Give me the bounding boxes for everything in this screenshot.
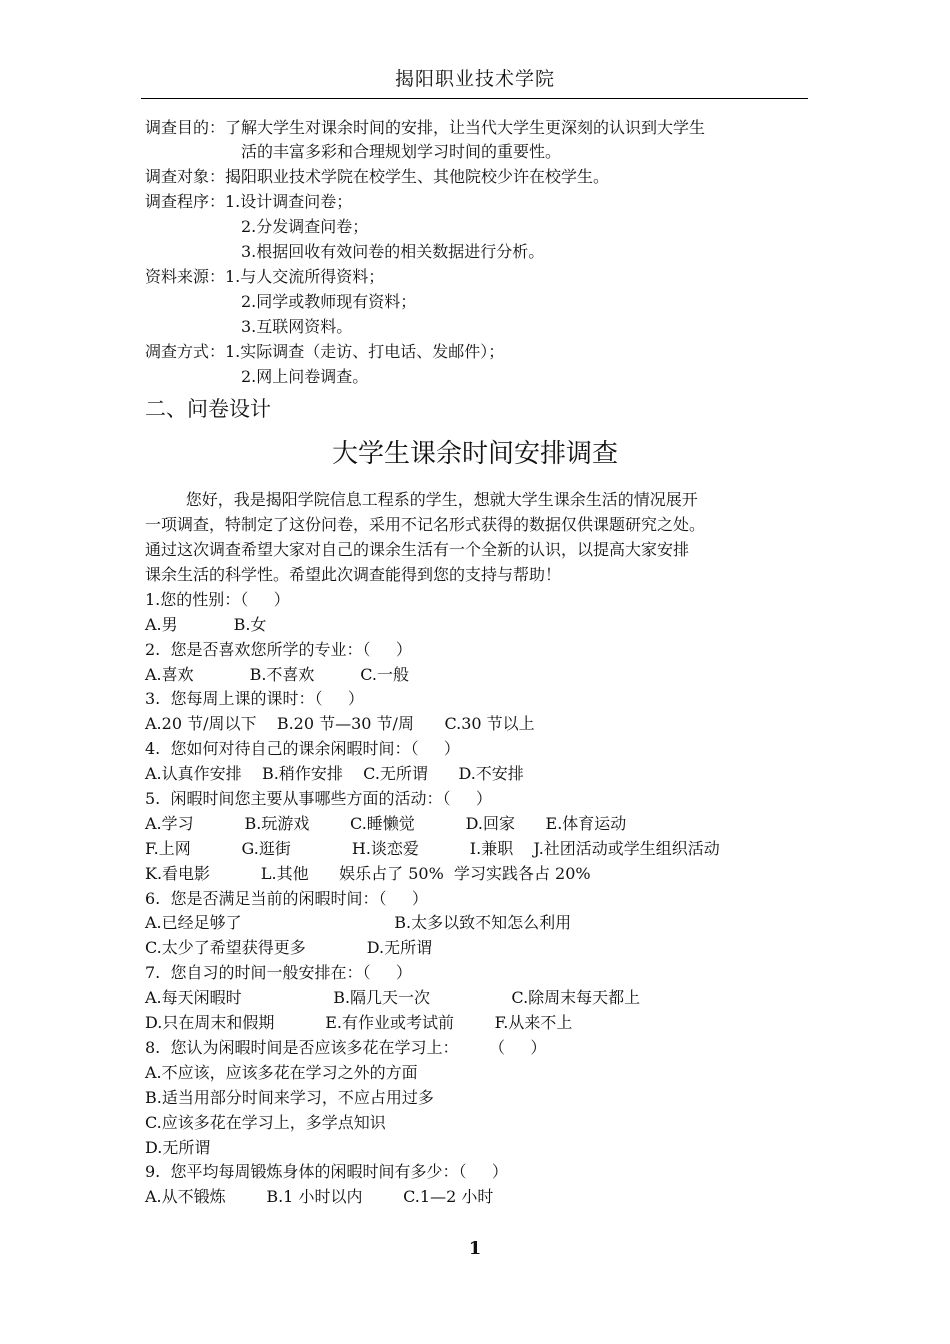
section-heading: 二、问卷设计: [145, 397, 271, 421]
question-5: 5. 闲暇时间您主要从事哪些方面的活动：（ ）: [145, 789, 492, 808]
header-title: 揭阳职业技术学院: [394, 68, 555, 90]
source-line-1: 资料来源：1.与人交流所得资料；: [145, 267, 385, 286]
question-1: 1.您的性别：（ ）: [145, 590, 290, 609]
source-line-3: 3.互联网资料。: [241, 317, 353, 336]
question-4-options: A.认真作安排 B.稍作安排 C.无所谓 D.不安排: [145, 764, 524, 783]
method-line-1: 凋查方式：1.实际调查（走访、打电话、发邮件）；: [145, 342, 505, 361]
survey-title: 大学生课余时间安排调查: [331, 439, 618, 469]
question-7: 7. 您自习的时间一般安排在：（ ）: [145, 963, 412, 982]
procedure-line-3: 3.根据回收有效问卷的相关数据进行分析。: [241, 242, 545, 261]
question-9: 9. 您平均每周锻炼身体的闲暇时间有多少：（ ）: [145, 1162, 508, 1181]
source-line-2: 2.同学或教师现有资料；: [241, 292, 417, 311]
question-8-option-b: B.适当用部分时间来学习，不应占用过多: [145, 1088, 434, 1107]
greeting-line-4: 课余生活的科学性。希望此次调查能得到您的支持与帮助！: [145, 565, 562, 584]
question-7-options-2: D.只在周末和假期 E.有作业或考试前 F.从来不上: [145, 1013, 573, 1032]
question-6: 6. 您是否满足当前的闲暇时间：（ ）: [145, 889, 428, 908]
procedure-line-2: 2.分发调查问卷；: [241, 217, 369, 236]
header-rule: [141, 98, 808, 99]
question-8: 8. 您认为闲暇时间是否应该多花在学习上： （ ）: [145, 1038, 547, 1057]
question-5-options-2: F.上网 G.逛街 H.谈恋爱 I.兼职 J.社团活动或学生组织活动: [145, 839, 720, 858]
question-3-options: A.20 节/周以下 B.20 节—30 节/周 C.30 节以上: [145, 714, 535, 733]
question-8-option-a: A.不应该，应该多花在学习之外的方面: [145, 1063, 418, 1082]
method-line-2: 2.网上问卷调查。: [241, 367, 369, 386]
question-9-options: A.从不锻炼 B.1 小时以内 C.1—2 小时: [145, 1187, 494, 1206]
question-5-options-1: A.学习 B.玩游戏 C.睡懒觉 D.回家 E.体育运动: [145, 814, 627, 833]
greeting-line-1: 您好，我是揭阳学院信息工程系的学生，想就大学生课余生活的情况展开: [145, 490, 698, 509]
greeting-line-3: 通过这次调查希望大家对自己的课余生活有一个全新的认识，以提高大家安排: [145, 540, 690, 559]
purpose-line-1: 调查目的：了解大学生对课余时间的安排，让当代大学生更深刻的认识到大学生: [145, 118, 706, 137]
question-3: 3. 您每周上课的课时：（ ）: [145, 689, 364, 708]
target-line: 调查对象：揭阳职业技术学院在校学生、其他院校少许在校学生。: [145, 167, 610, 186]
question-2-options: A.喜欢 B.不喜欢 C.一般: [145, 665, 409, 684]
procedure-line-1: 调查程序：1.设计调查问卷；: [145, 192, 353, 211]
purpose-line-2: 活的丰富多彩和合理规划学习时间的重要性。: [241, 142, 562, 161]
question-6-options-2: C.太少了希望获得更多 D.无所谓: [145, 938, 433, 957]
question-6-options-1: A.已经足够了 B.太多以致不知怎么利用: [145, 913, 572, 932]
question-8-option-c: C.应该多花在学习上，多学点知识: [145, 1113, 386, 1132]
question-7-options-1: A.每天闲暇时 B.隔几天一次 C.除周末每天都上: [145, 988, 641, 1007]
question-2: 2. 您是否喜欢您所学的专业：（ ）: [145, 640, 412, 659]
question-1-options: A.男 B.女: [145, 615, 267, 634]
question-4: 4. 您如何对待自己的课余闲暇时间：（ ）: [145, 739, 460, 758]
page-number: 1: [468, 1238, 482, 1259]
greeting-line-2: 一项调查，特制定了这份问卷，采用不记名形式获得的数据仅供课题研究之处。: [145, 515, 706, 534]
question-8-option-d: D.无所谓: [145, 1138, 211, 1157]
question-5-options-3: K.看电影 L.其他 娱乐占了 50% 学习实践各占 20%: [145, 864, 591, 883]
